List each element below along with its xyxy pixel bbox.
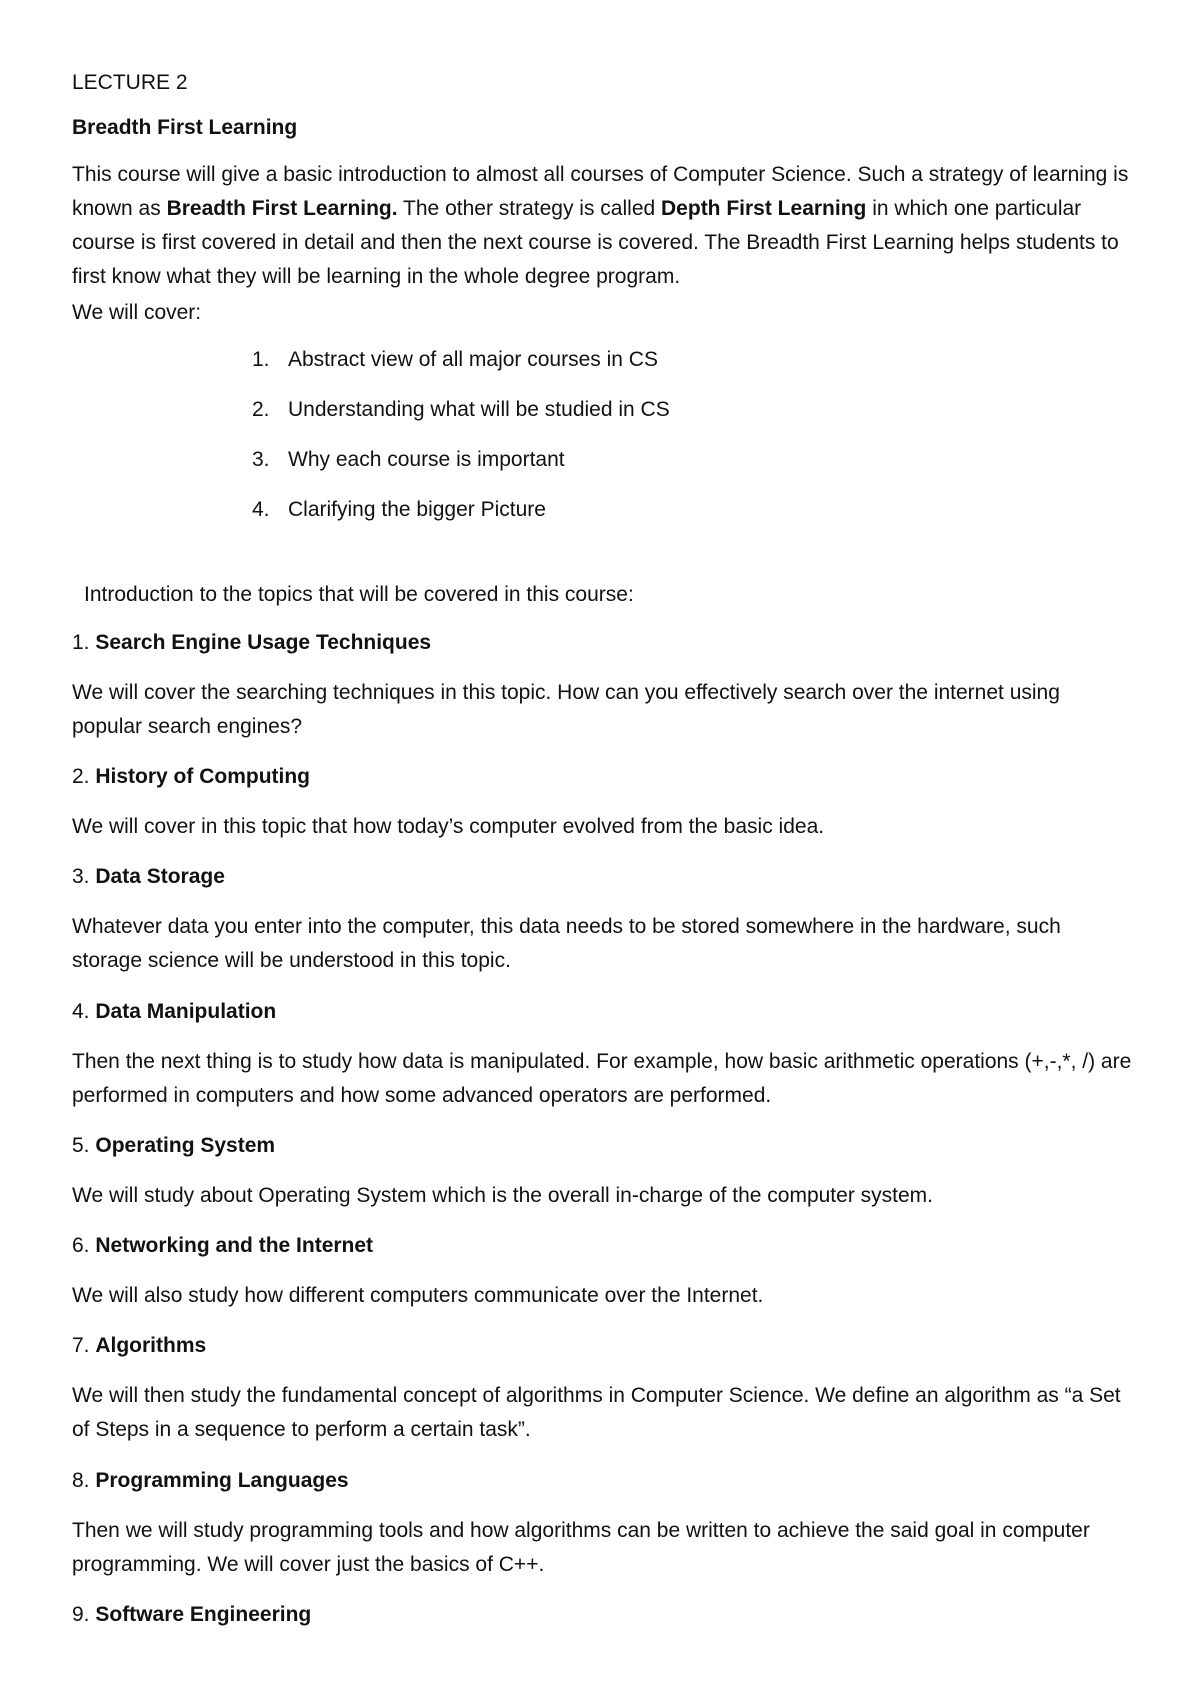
topic-heading: 5. Operating System [72,1134,276,1157]
document-heading: Breadth First Learning [72,116,298,139]
topic-title: Data Manipulation [95,1000,277,1023]
topic-heading: 1. Search Engine Usage Techniques [72,631,432,654]
intro-text-2: The other strategy is called [397,197,662,220]
topic-description: Then we will study programming tools and how algorithms can be written to achieve the said goal in computer programming. We will cover just the basics of C++. [72,1519,1090,1576]
topic-title: Operating System [95,1134,276,1157]
topic-description: We will cover in this topic that how today’s computer evolved from the basic idea. [72,815,825,838]
topic-title: Data Storage [95,865,225,888]
topic-title: Software Engineering [95,1603,312,1626]
topic-title: Algorithms [95,1334,207,1357]
topic-title: Search Engine Usage Techniques [95,631,432,654]
topic-heading: 7. Algorithms [72,1334,207,1357]
topic-description: We will cover the searching techniques in this topic. How can you effectively search over the internet using popular search engines? [72,681,1060,738]
cover-list-item: 3. Why each course is important [252,448,565,471]
cover-list-item: 4. Clarifying the bigger Picture [252,498,546,521]
topic-heading: 9. Software Engineering [72,1603,312,1626]
intro-text-3: in which one particular course is first covered in detail and then the next course is covered. The Breadth First Learning helps students to first know what they will be learning in the whole degree program. [72,197,1119,288]
topic-title: Programming Languages [95,1469,349,1492]
cover-label: We will cover: [72,301,202,324]
topic-description: Whatever data you enter into the computer, this data needs to be stored somewhere in the hardware, such storage science will be understood in this topic. [72,915,1061,972]
intro-bold-breadth: Breadth First Learning. [166,197,398,220]
topic-heading: 2. History of Computing [72,765,311,788]
topic-heading: 3. Data Storage [72,865,225,888]
topic-description: We will then study the fundamental concept of algorithms in Computer Science. We define an algorithm as “a Set of Steps in a sequence to perform a certain task”. [72,1384,1121,1441]
topics-intro: Introduction to the topics that will be covered in this course: [84,583,634,606]
topic-heading: 4. Data Manipulation [72,1000,277,1023]
cover-list-item: 2. Understanding what will be studied in CS [252,398,670,421]
intro-paragraph [72,158,1132,294]
topic-title: History of Computing [95,765,311,788]
topic-description: We will study about Operating System which is the overall in-charge of the computer system. [72,1184,933,1207]
cover-list-item: 1. Abstract view of all major courses in CS [252,348,658,371]
topic-heading: 6. Networking and the Internet [72,1234,374,1257]
topic-description: Then the next thing is to study how data is manipulated. For example, how basic arithmetic operations (+,-,*, /) are performed in computers and how some advanced operators are performed. [72,1050,1132,1107]
intro-bold-depth: Depth First Learning [661,197,867,220]
topic-description: We will also study how different computers communicate over the Internet. [72,1284,764,1307]
topic-title: Networking and the Internet [95,1234,374,1257]
lecture-label: LECTURE 2 [72,71,188,94]
intro-text-1: This course will give a basic introduction to almost all courses of Computer Science. Such a strategy of learning is known as [72,163,1129,220]
topic-heading: 8. Programming Languages [72,1469,349,1492]
